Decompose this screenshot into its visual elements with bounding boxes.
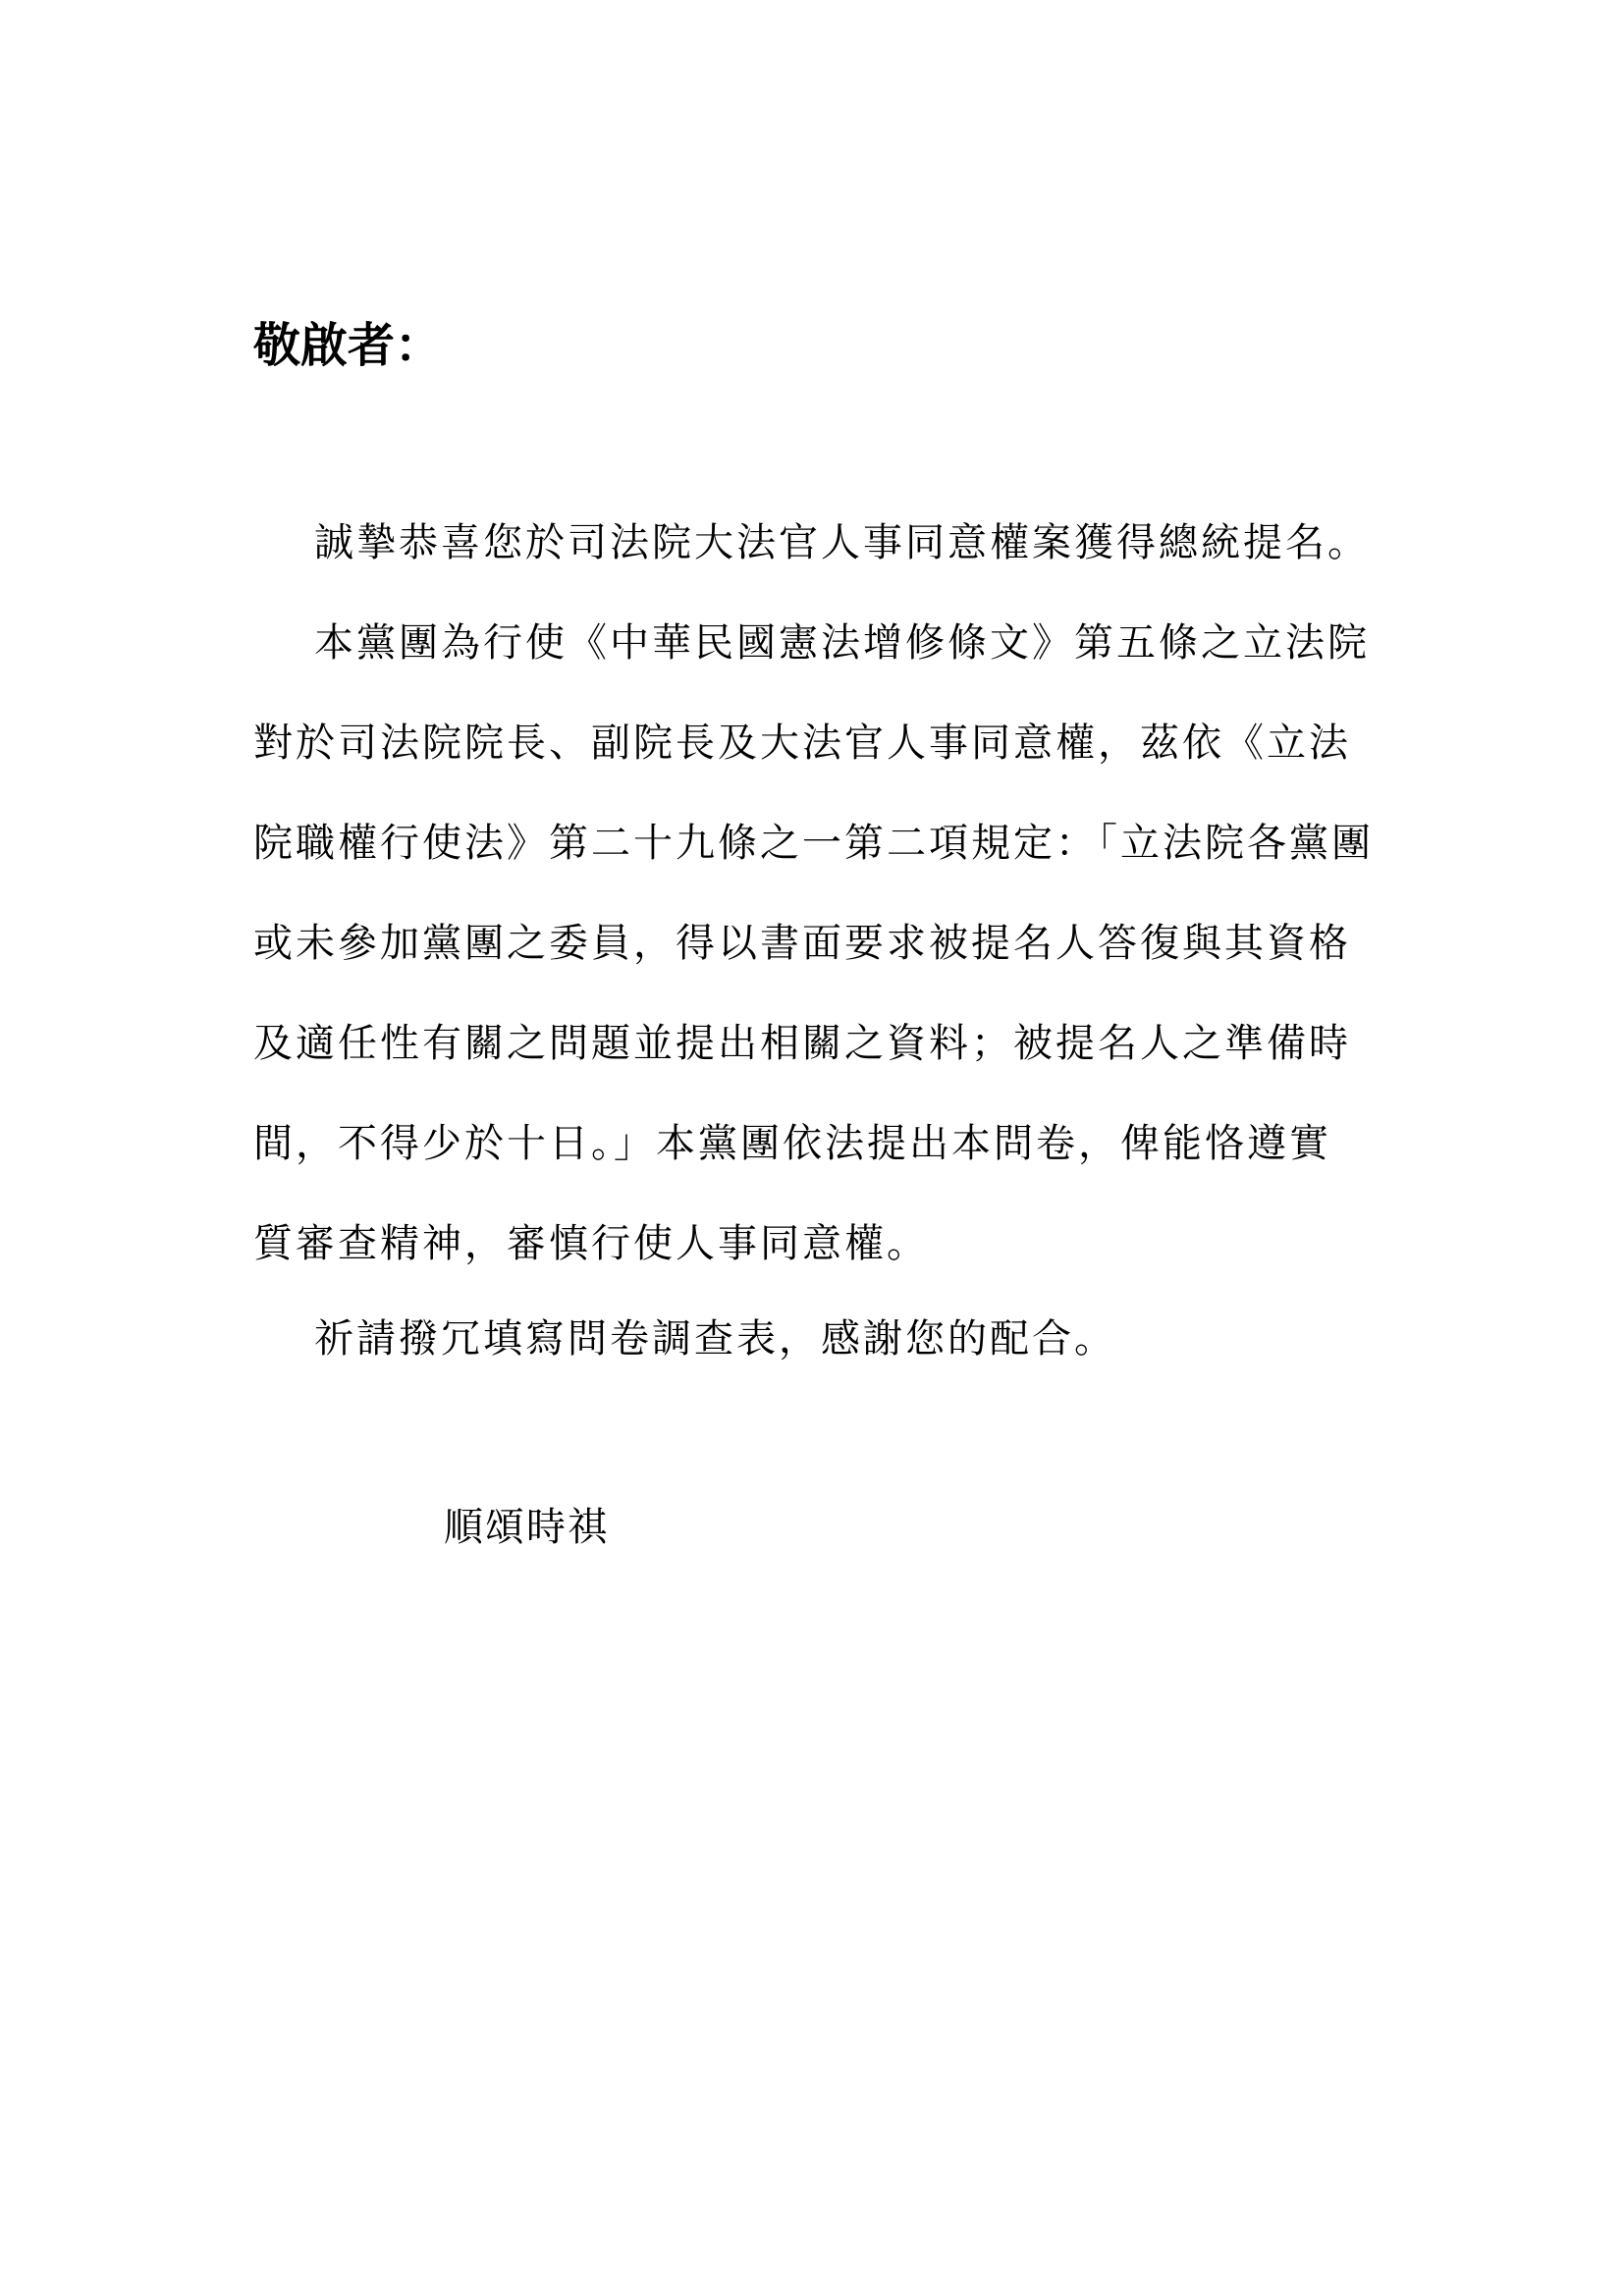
paragraph-request: 祈請撥冗填寫問卷調查表，感謝您的配合。: [314, 1316, 1116, 1362]
closing-greeting: 順頌時祺: [444, 1505, 609, 1550]
salutation: 敬啟者：: [253, 318, 443, 373]
paragraph-line: 及適任性有關之問題並提出相關之資料；被提名人之準備時: [253, 1021, 1351, 1066]
paragraph-line: 院職權行使法》第二十九條之一第二項規定：「立法院各黨團: [253, 821, 1374, 866]
paragraph-line: 本黨團為行使《中華民國憲法增修條文》第五條之立法院: [314, 620, 1370, 666]
paragraph-line: 或未參加黨團之委員，得以書面要求被提名人答復與其資格: [253, 921, 1351, 966]
paragraph-line: 對於司法院院長、副院長及大法官人事同意權，茲依《立法: [253, 721, 1351, 766]
paragraph-congratulation: 誠摯恭喜您於司法院大法官人事同意權案獲得總統提名。: [314, 520, 1370, 565]
paragraph-line: 質審查精神，審慎行使人事同意權。: [253, 1221, 929, 1266]
paragraph-line: 間，不得少於十日。」本黨團依法提出本問卷，俾能恪遵實: [253, 1121, 1331, 1166]
